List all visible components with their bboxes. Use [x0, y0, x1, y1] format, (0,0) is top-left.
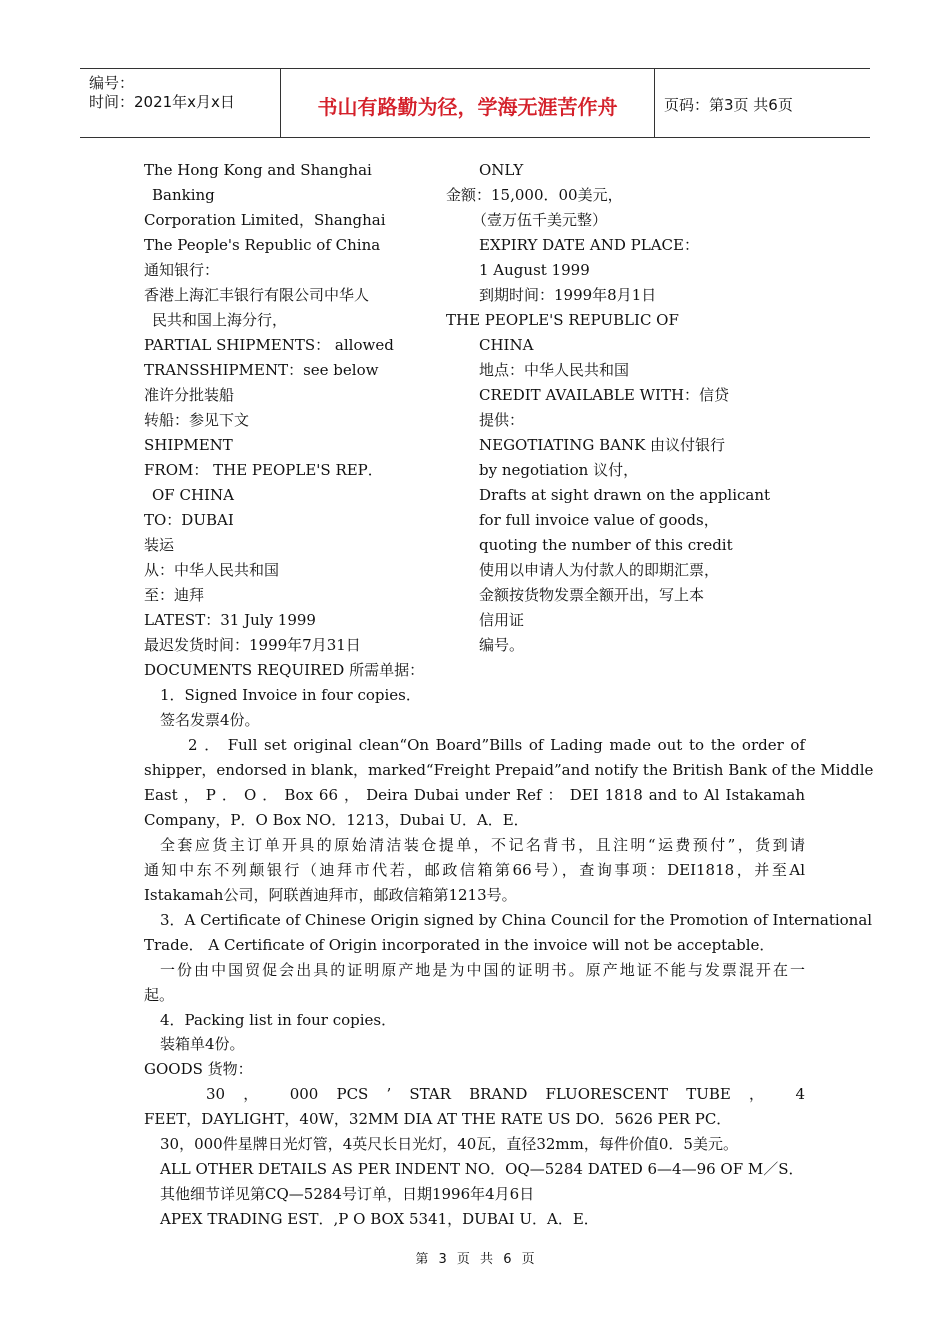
page-header	[80, 68, 870, 138]
left-line: LATEST：31 July 1999	[144, 611, 316, 629]
left-line: OF CHINA	[152, 486, 234, 504]
right-line: for full invoice value of goods，	[479, 511, 719, 529]
left-line: 最迟发货时间：1999年7月31日	[144, 636, 361, 654]
document-number-label: 编号：	[89, 74, 135, 92]
right-line: 金额：15,000．00美元，	[446, 186, 623, 204]
left-line: 从：中华人民共和国	[144, 561, 280, 579]
right-line: 金额按货物发票全额开出，写上本	[479, 586, 705, 604]
right-line: by negotiation 议付，	[479, 461, 639, 479]
left-line: 装运	[144, 536, 175, 554]
left-line: 转船：参见下文	[144, 411, 250, 429]
doc2-english-line: shipper，endorsed in blank，marked“Freight Prepaid”and notify the British Bank of the Middle	[144, 761, 874, 779]
right-line: 使用以申请人为付款人的即期汇票，	[479, 561, 720, 579]
header-page-info: 页码：第3页 共6页	[664, 96, 793, 114]
right-line: quoting the number of this credit	[479, 536, 733, 554]
left-line: Corporation Limited，Shanghai	[144, 211, 386, 229]
details-chinese: 其他细节详见第CQ—5284号订单，日期1996年4月6日	[160, 1185, 535, 1203]
doc2-chinese-line: Istakamah公司，阿联酋迪拜市，邮政信箱第1213号。	[144, 886, 517, 904]
left-line: PARTIAL SHIPMENTS： allowed	[144, 336, 394, 354]
doc4-chinese: 装箱单4份。	[160, 1035, 245, 1053]
apex-address: APEX TRADING EST．,P O BOX 5341，DUBAI U．A．E．	[160, 1210, 599, 1228]
left-line: 至：迪拜	[144, 586, 205, 604]
right-line: 1 August 1999	[479, 261, 590, 279]
right-line: ONLY	[479, 161, 524, 179]
left-line: 香港上海汇丰银行有限公司中华人	[144, 286, 370, 304]
page-footer: 第 3 页 共 6 页	[415, 1252, 535, 1267]
doc2-chinese-line: 通知中东不列颠银行（迪拜市代若，邮政信箱第66号），查询事项：DEI1818，并至Al	[144, 861, 805, 879]
left-line: TRANSSHIPMENT：see below	[144, 361, 379, 379]
right-line: THE PEOPLE'S REPUBLIC OF	[446, 311, 679, 329]
right-line: CREDIT AVAILABLE WITH：信贷	[479, 386, 730, 404]
goods-english-line: FEET，DAYLIGHT，40W，32MM DIA AT THE RATE US DO．5626 PER PC．	[144, 1110, 732, 1128]
header-motto: 书山有路勤为径，学海无涯苦作舟	[317, 95, 618, 119]
left-line: FROM： THE PEOPLE'S REP．	[144, 461, 383, 479]
left-line: DOCUMENTS REQUIRED 所需单据：	[144, 661, 425, 679]
left-line: 准许分批装船	[144, 386, 235, 404]
left-line: 通知银行：	[144, 261, 220, 279]
left-line: SHIPMENT	[144, 436, 233, 454]
goods-english-line: 30 ， 000 PCS ’ STAR BRAND FLUORESCENT TUBE ， 4	[206, 1085, 805, 1103]
doc4-english: 4．Packing list in four copies．	[160, 1011, 397, 1029]
right-line: EXPIRY DATE AND PLACE：	[479, 236, 699, 254]
header-motto-cell	[281, 69, 655, 137]
doc1-chinese: 签名发票4份。	[160, 711, 260, 729]
goods-label: GOODS 货物：	[144, 1060, 253, 1078]
doc3-chinese-line: 一份由中国贸促会出具的证明原产地是为中国的证明书。原产地证不能与发票混开在一	[160, 961, 805, 979]
doc3-english-line: Trade． A Certificate of Origin incorporated in the invoice will not be acceptable．	[144, 936, 775, 954]
right-line: Drafts at sight drawn on the applicant	[479, 486, 771, 504]
left-line: TO：DUBAI	[144, 511, 234, 529]
left-line: The People's Republic of China	[144, 236, 381, 254]
right-line: 编号。	[479, 636, 525, 654]
header-meta-cell	[80, 69, 281, 137]
document-time-label: 时间：2021年x月x日	[89, 93, 235, 111]
left-line: Banking	[152, 186, 215, 204]
left-line: 民共和国上海分行，	[152, 311, 288, 329]
doc2-english-line: 2 ． Full set original clean“On Board”Bills of Lading made out to the order of	[188, 736, 805, 754]
doc2-english-line: East ， P ． O ． Box 66 ， Deira Dubai under Ref ： DEI 1818 and to Al Istakamah	[144, 786, 805, 804]
goods-chinese: 30，000件星牌日光灯管，4英尺长日光灯，40瓦，直径32mm，每件价值0．5美元。	[160, 1135, 738, 1153]
left-line: The Hong Kong and Shanghai	[144, 161, 372, 179]
right-line: 信用证	[479, 611, 525, 629]
doc2-chinese-line: 全套应货主订单开具的原始清洁装仓提单，不记名背书，且注明“运费预付”，货到请	[160, 836, 805, 854]
right-line: 地点：中华人民共和国	[479, 361, 630, 379]
header-page-cell	[655, 69, 870, 137]
right-line: CHINA	[479, 336, 534, 354]
right-line: NEGOTIATING BANK 由议付银行	[479, 436, 726, 454]
right-line: 提供：	[479, 411, 525, 429]
doc1-english: 1．Signed Invoice in four copies．	[160, 686, 421, 704]
doc3-english-line: 3．A Certificate of Chinese Origin signed by China Council for the Promotion of International	[160, 911, 873, 929]
doc2-english-line: Company，P．O Box NO．1213，Dubai U．A．E．	[144, 811, 529, 829]
details-english: ALL OTHER DETAILS AS PER INDENT NO．OQ—5284 DATED 6—4—96 OF M／S．	[160, 1160, 804, 1178]
right-line: （壹万伍千美元整）	[472, 211, 608, 229]
doc3-chinese-line: 起。	[144, 986, 175, 1004]
right-line: 到期时间：1999年8月1日	[479, 286, 657, 304]
